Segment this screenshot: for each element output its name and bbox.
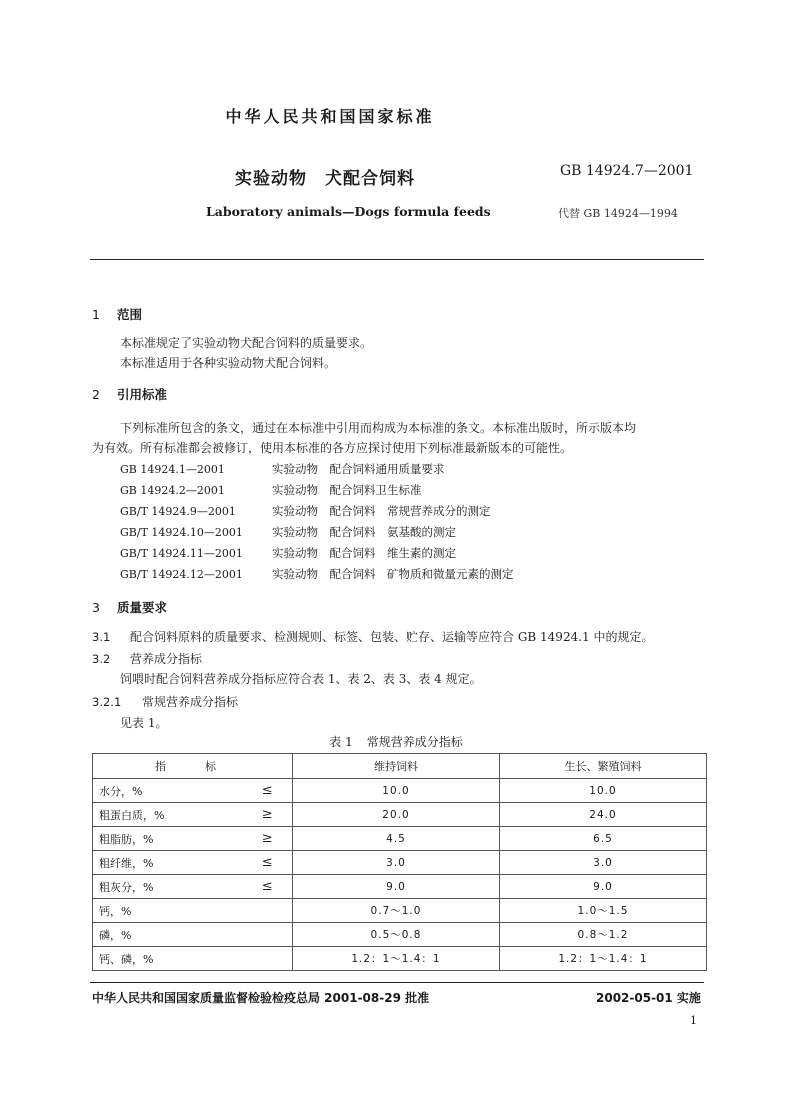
reference-item bbox=[120, 566, 514, 582]
column-header-indicator: 指 标 bbox=[93, 754, 293, 779]
reference-code: GB 14924.1—2001 bbox=[120, 463, 225, 476]
maintenance-value: 3.0 bbox=[293, 851, 500, 875]
table-caption bbox=[0, 733, 792, 750]
maintenance-value: 20.0 bbox=[293, 803, 500, 827]
reference-title: 实验动物 配合饲料通用质量要求 bbox=[272, 462, 445, 476]
section-number: 1 bbox=[92, 307, 100, 322]
clause-title: 常规营养成分指标 bbox=[142, 695, 239, 709]
comparison-symbol: ≥ bbox=[243, 803, 293, 827]
table-number: 表 1 bbox=[329, 735, 353, 749]
indicator-cell: 磷，% bbox=[93, 923, 243, 947]
reference-code: GB/T 14924.10—2001 bbox=[120, 526, 243, 539]
implementation-date: 2002-05-01 实施 bbox=[596, 991, 701, 1005]
clause-3-2-heading bbox=[92, 650, 202, 667]
table-row bbox=[93, 947, 707, 971]
maintenance-value: 9.0 bbox=[293, 875, 500, 899]
indicator-cell: 钙，% bbox=[93, 899, 243, 923]
standard-number: GB 14924.7—2001 bbox=[560, 163, 694, 179]
section-number: 2 bbox=[92, 387, 100, 402]
table-row bbox=[93, 851, 707, 875]
header-divider bbox=[90, 259, 704, 260]
section-title: 引用标准 bbox=[117, 387, 168, 402]
indicator-cell: 水分，% bbox=[93, 779, 243, 803]
section-1-heading bbox=[92, 305, 142, 323]
clause-number: 3.2 bbox=[92, 652, 111, 666]
document-title-english: Laboratory animals—Dogs formula feeds bbox=[206, 204, 491, 219]
indicator-cell: 钙、磷，% bbox=[93, 947, 243, 971]
comparison-symbol: ≤ bbox=[243, 779, 293, 803]
comparison-symbol bbox=[243, 923, 293, 947]
maintenance-value: 1.2：1～1.4：1 bbox=[293, 947, 500, 971]
paragraph: 下列标准所包含的条文，通过在本标准中引用而构成为本标准的条文。本标准出版时，所示版本均 bbox=[120, 421, 637, 435]
table-row bbox=[93, 827, 707, 851]
reference-item bbox=[120, 503, 491, 519]
growth-value: 10.0 bbox=[500, 779, 707, 803]
reference-item bbox=[120, 461, 445, 477]
comparison-symbol: ≤ bbox=[243, 851, 293, 875]
table-row bbox=[93, 899, 707, 923]
document-title: 实验动物 犬配合饲料 bbox=[235, 169, 415, 189]
section-title: 质量要求 bbox=[117, 600, 168, 615]
table-row bbox=[93, 923, 707, 947]
clause-3-2-1-heading bbox=[92, 693, 238, 710]
growth-value: 0.8～1.2 bbox=[500, 923, 707, 947]
column-header-maintenance: 维持饲料 bbox=[293, 754, 500, 779]
reference-item bbox=[120, 545, 456, 561]
section-2-heading bbox=[92, 385, 167, 403]
comparison-symbol: ≤ bbox=[243, 875, 293, 899]
nutrition-table bbox=[92, 753, 707, 971]
approval-statement: 中华人民共和国国家质量监督检验检疫总局 2001-08-29 批准 bbox=[92, 991, 430, 1005]
column-header-growth: 生长、繁殖饲料 bbox=[500, 754, 707, 779]
paragraph: 见表 1。 bbox=[120, 716, 168, 730]
footer-divider bbox=[90, 982, 704, 983]
reference-title: 实验动物 配合饲料 氨基酸的测定 bbox=[272, 525, 456, 539]
table-title: 常规营养成分指标 bbox=[366, 735, 463, 749]
indicator-cell: 粗蛋白质，% bbox=[93, 803, 243, 827]
reference-item bbox=[120, 482, 422, 498]
clause-number: 3.1 bbox=[92, 630, 111, 644]
growth-value: 3.0 bbox=[500, 851, 707, 875]
growth-value: 6.5 bbox=[500, 827, 707, 851]
comparison-symbol bbox=[243, 899, 293, 923]
table-row bbox=[93, 875, 707, 899]
paragraph: 为有效。所有标准都会被修订，使用本标准的各方应探讨使用下列标准最新版本的可能性。 bbox=[92, 441, 573, 455]
paragraph: 饲喂时配合饲料营养成分指标应符合表 1、表 2、表 3、表 4 规定。 bbox=[120, 672, 482, 686]
comparison-symbol bbox=[243, 947, 293, 971]
growth-value: 1.0～1.5 bbox=[500, 899, 707, 923]
growth-value: 1.2：1～1.4：1 bbox=[500, 947, 707, 971]
clause-text: 配合饲料原料的质量要求、检测规则、标签、包装、贮存、运输等应符合 GB 14924.1 中的规定。 bbox=[130, 630, 654, 644]
reference-title: 实验动物 配合饲料 矿物质和微量元素的测定 bbox=[272, 567, 514, 581]
reference-code: GB/T 14924.12—2001 bbox=[120, 568, 243, 581]
maintenance-value: 4.5 bbox=[293, 827, 500, 851]
paragraph: 本标准适用于各种实验动物犬配合饲料。 bbox=[120, 356, 337, 370]
indicator-cell: 粗纤维，% bbox=[93, 851, 243, 875]
clause-3-1 bbox=[92, 628, 653, 645]
section-title: 范围 bbox=[117, 307, 143, 322]
indicator-cell: 粗脂肪，% bbox=[93, 827, 243, 851]
table-row bbox=[93, 779, 707, 803]
maintenance-value: 0.5～0.8 bbox=[293, 923, 500, 947]
indicator-cell: 粗灰分，% bbox=[93, 875, 243, 899]
growth-value: 9.0 bbox=[500, 875, 707, 899]
reference-title: 实验动物 配合饲料 常规营养成分的测定 bbox=[272, 504, 491, 518]
reference-code: GB/T 14924.9—2001 bbox=[120, 505, 236, 518]
reference-code: GB 14924.2—2001 bbox=[120, 484, 225, 497]
reference-item bbox=[120, 524, 456, 540]
growth-value: 24.0 bbox=[500, 803, 707, 827]
clause-number: 3.2.1 bbox=[92, 695, 122, 709]
national-standard-heading: 中华人民共和国国家标准 bbox=[225, 107, 435, 126]
section-number: 3 bbox=[92, 600, 100, 615]
clause-title: 营养成分指标 bbox=[130, 652, 203, 666]
page-number: 1 bbox=[690, 1014, 697, 1027]
section-3-heading bbox=[92, 598, 167, 616]
comparison-symbol: ≥ bbox=[243, 827, 293, 851]
reference-title: 实验动物 配合饲料 维生素的测定 bbox=[272, 546, 456, 560]
maintenance-value: 10.0 bbox=[293, 779, 500, 803]
reference-code: GB/T 14924.11—2001 bbox=[120, 547, 243, 560]
maintenance-value: 0.7～1.0 bbox=[293, 899, 500, 923]
replaces-note: 代替 GB 14924—1994 bbox=[558, 207, 678, 220]
reference-title: 实验动物 配合饲料卫生标准 bbox=[272, 483, 422, 497]
table-row bbox=[93, 803, 707, 827]
table-header-row bbox=[93, 754, 707, 779]
paragraph: 本标准规定了实验动物犬配合饲料的质量要求。 bbox=[120, 336, 373, 350]
